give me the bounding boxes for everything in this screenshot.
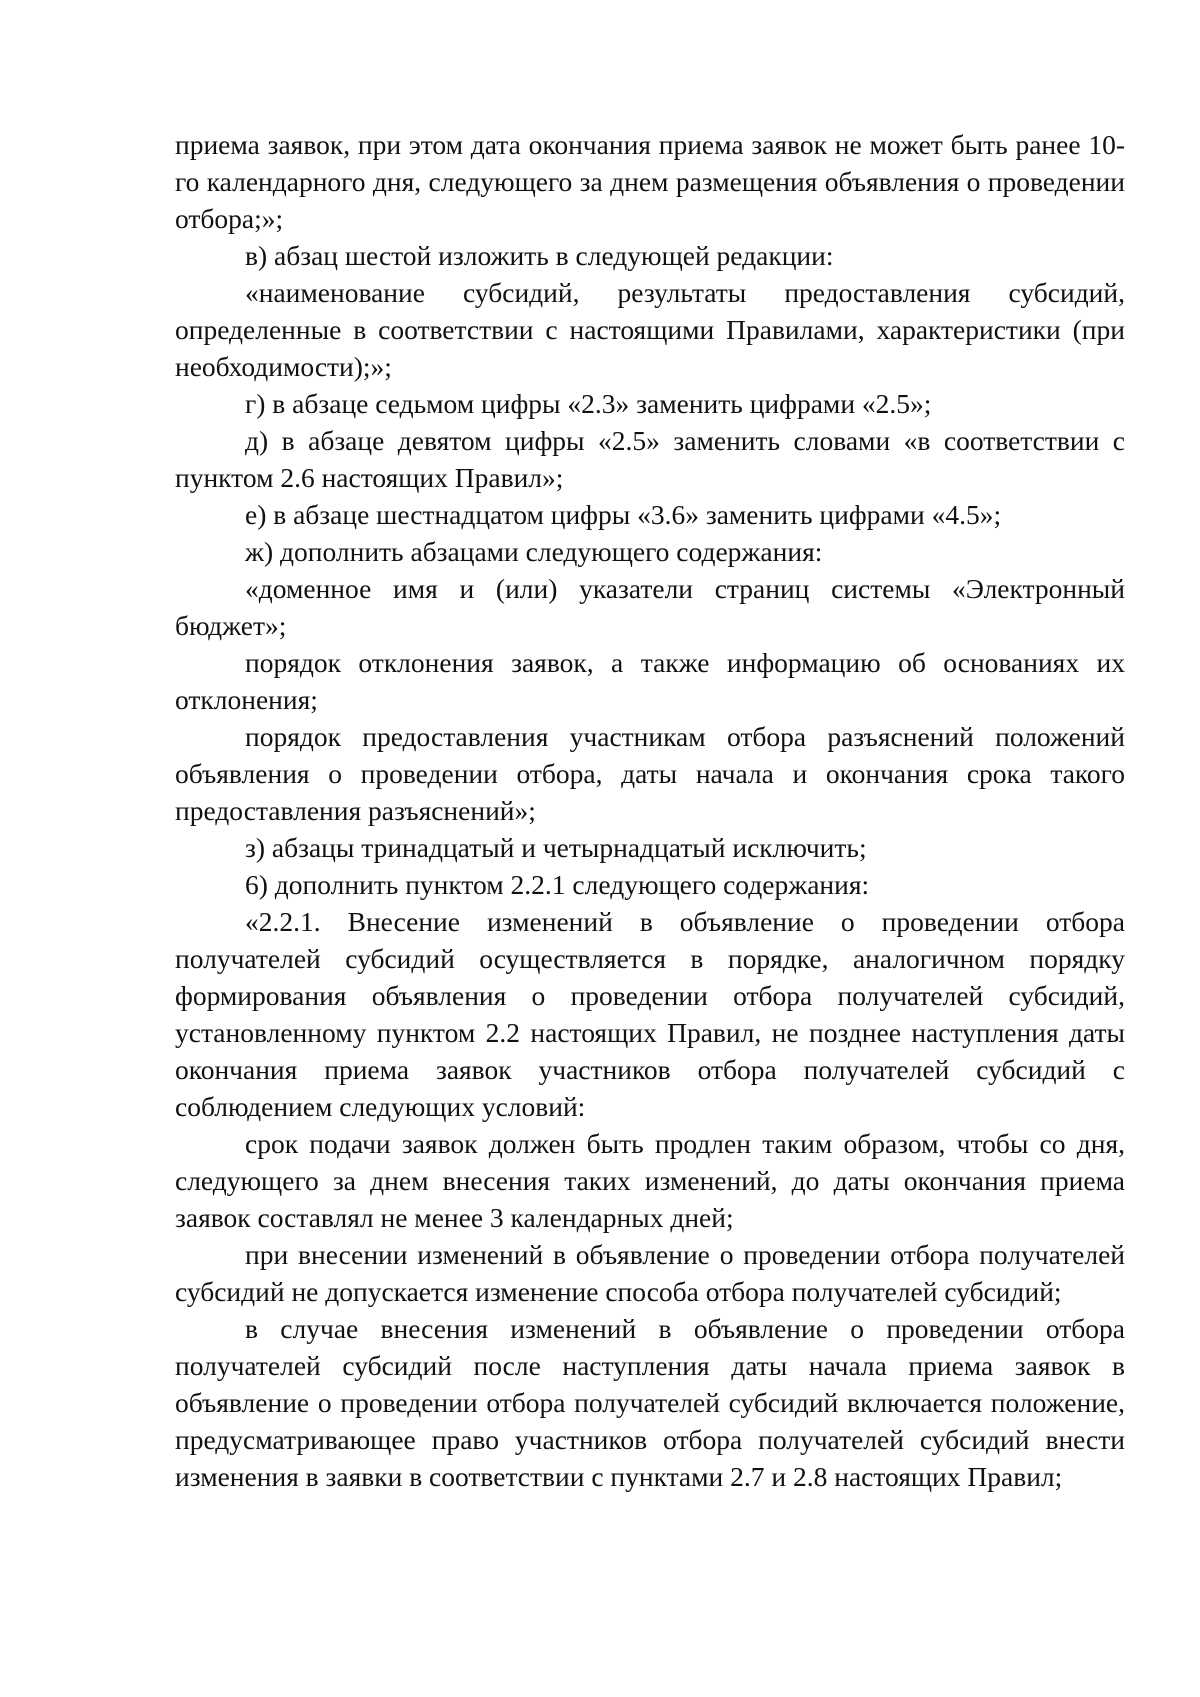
paragraph: «наименование субсидий, результаты предоставления субсидий, определенные в соответствии с настоящими Правилами, характеристики (при необходимости);»; [175,277,1125,382]
paragraph: «доменное имя и (или) указатели страниц системы «Электронный бюджет»; [175,573,1125,641]
paragraph: порядок предоставления участникам отбора разъяснений положений объявления о проведении отбора, даты начала и окончания срока такого предоставления разъяснений»; [175,721,1125,826]
document-page [175,126,1125,1495]
paragraph: 6) дополнить пунктом 2.2.1 следующего содержания: [245,869,870,900]
paragraph: порядок отклонения заявок, а также информацию об основаниях их отклонения; [175,647,1125,715]
paragraph: г) в абзаце седьмом цифры «2.3» заменить цифрами «2.5»; [245,388,932,419]
paragraph: ж) дополнить абзацами следующего содержания: [245,536,823,567]
paragraph: в случае внесения изменений в объявление о проведении отбора получателей субсидий после наступления даты начала приема заявок в объявление о проведении отбора получателей субсидий включается положение, предусматривающее право участников отбора получателей субсидий внести изменения в заявки в соответствии с пунктами 2.7 и 2.8 настоящих Правил; [175,1313,1125,1492]
paragraph: д) в абзаце девятом цифры «2.5» заменить словами «в соответствии с пунктом 2.6 настоящих Правил»; [175,425,1125,493]
paragraph: при внесении изменений в объявление о проведении отбора получателей субсидий не допускается изменение способа отбора получателей субсидий; [175,1239,1125,1307]
paragraph: приема заявок, при этом дата окончания приема заявок не может быть ранее 10-го календарного дня, следующего за днем размещения объявления о проведении отбора;»; [175,129,1125,234]
paragraph: «2.2.1. Внесение изменений в объявление о проведении отбора получателей субсидий осуществляется в порядке, аналогичном порядку формирования объявления о проведении отбора получателей субсидий, установленному пунктом 2.2 настоящих Правил, не позднее наступления даты окончания приема заявок участников отбора получателей субсидий с соблюдением следующих условий: [175,906,1125,1122]
paragraph: срок подачи заявок должен быть продлен таким образом, чтобы со дня, следующего за днем внесения таких изменений, до даты окончания приема заявок составлял не менее 3 календарных дней; [175,1128,1125,1233]
paragraph: з) абзацы тринадцатый и четырнадцатый исключить; [245,832,867,863]
paragraph: в) абзац шестой изложить в следующей редакции: [245,240,834,271]
paragraph: е) в абзаце шестнадцатом цифры «3.6» заменить цифрами «4.5»; [245,499,1002,530]
